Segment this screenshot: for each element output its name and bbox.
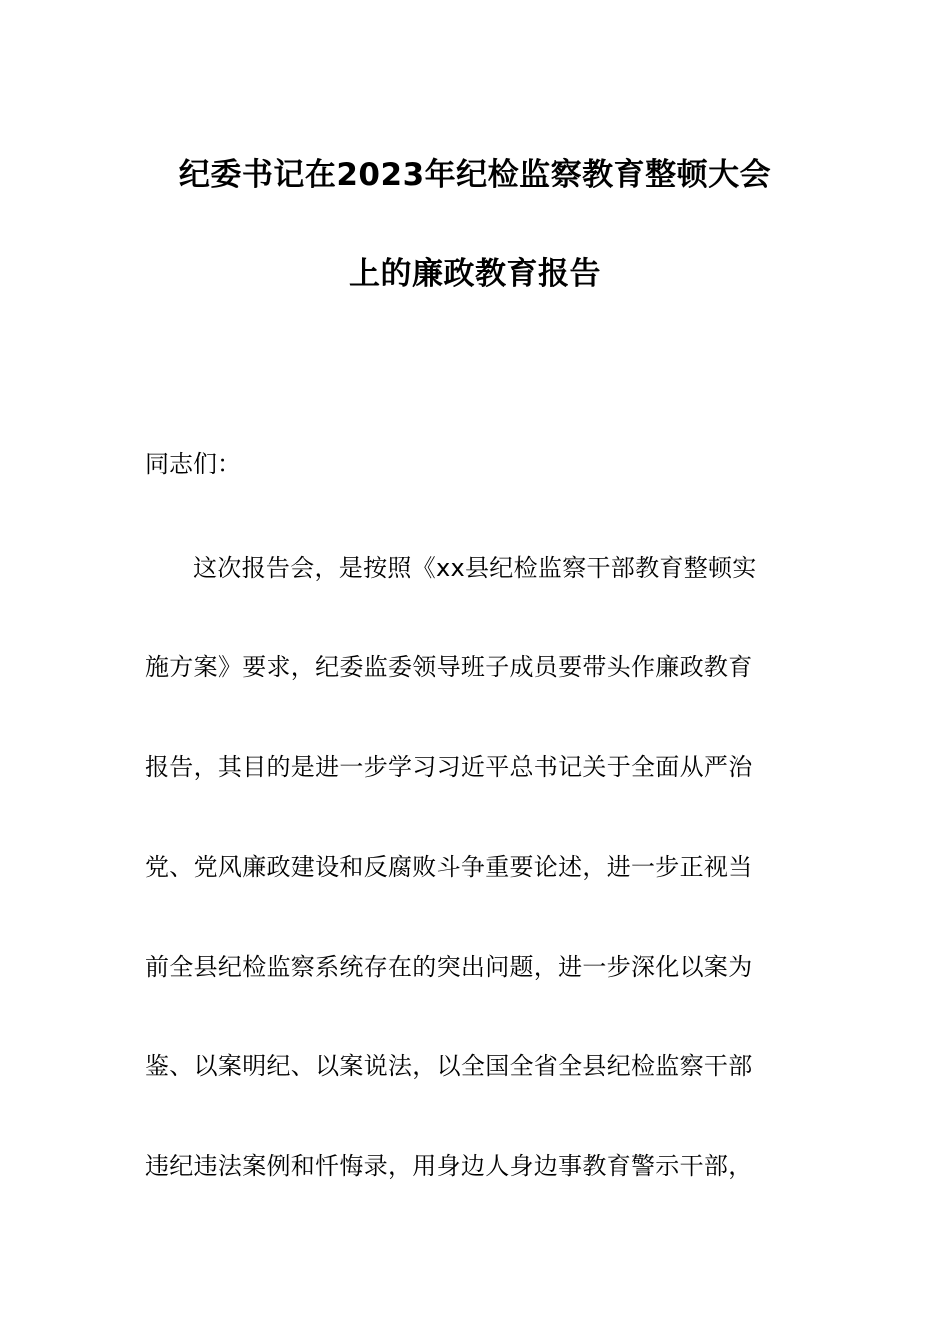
document-title-line-2: 上的廉政教育报告 [349,256,601,292]
body-line: 违纪违法案例和忏悔录，用身边人身边事教育警示干部， [145,1152,753,1180]
body-line: 党、党风廉政建设和反腐败斗争重要论述，进一步正视当 [145,853,753,881]
body-line: 鉴、以案明纪、以案说法，以全国全省全县纪检监察干部 [145,1052,753,1080]
body-line: 报告，其目的是进一步学习习近平总书记关于全面从严治 [145,753,753,781]
document-title-line-1: 纪委书记在2023年纪检监察教育整顿大会 [178,157,772,193]
body-line: 前全县纪检监察系统存在的突出问题，进一步深化以案为 [145,953,753,981]
body-line: 这次报告会，是按照《xx县纪检监察干部教育整顿实 [193,554,757,582]
salutation: 同志们： [145,450,241,478]
body-line: 施方案》要求，纪委监委领导班子成员要带头作廉政教育 [145,653,753,681]
